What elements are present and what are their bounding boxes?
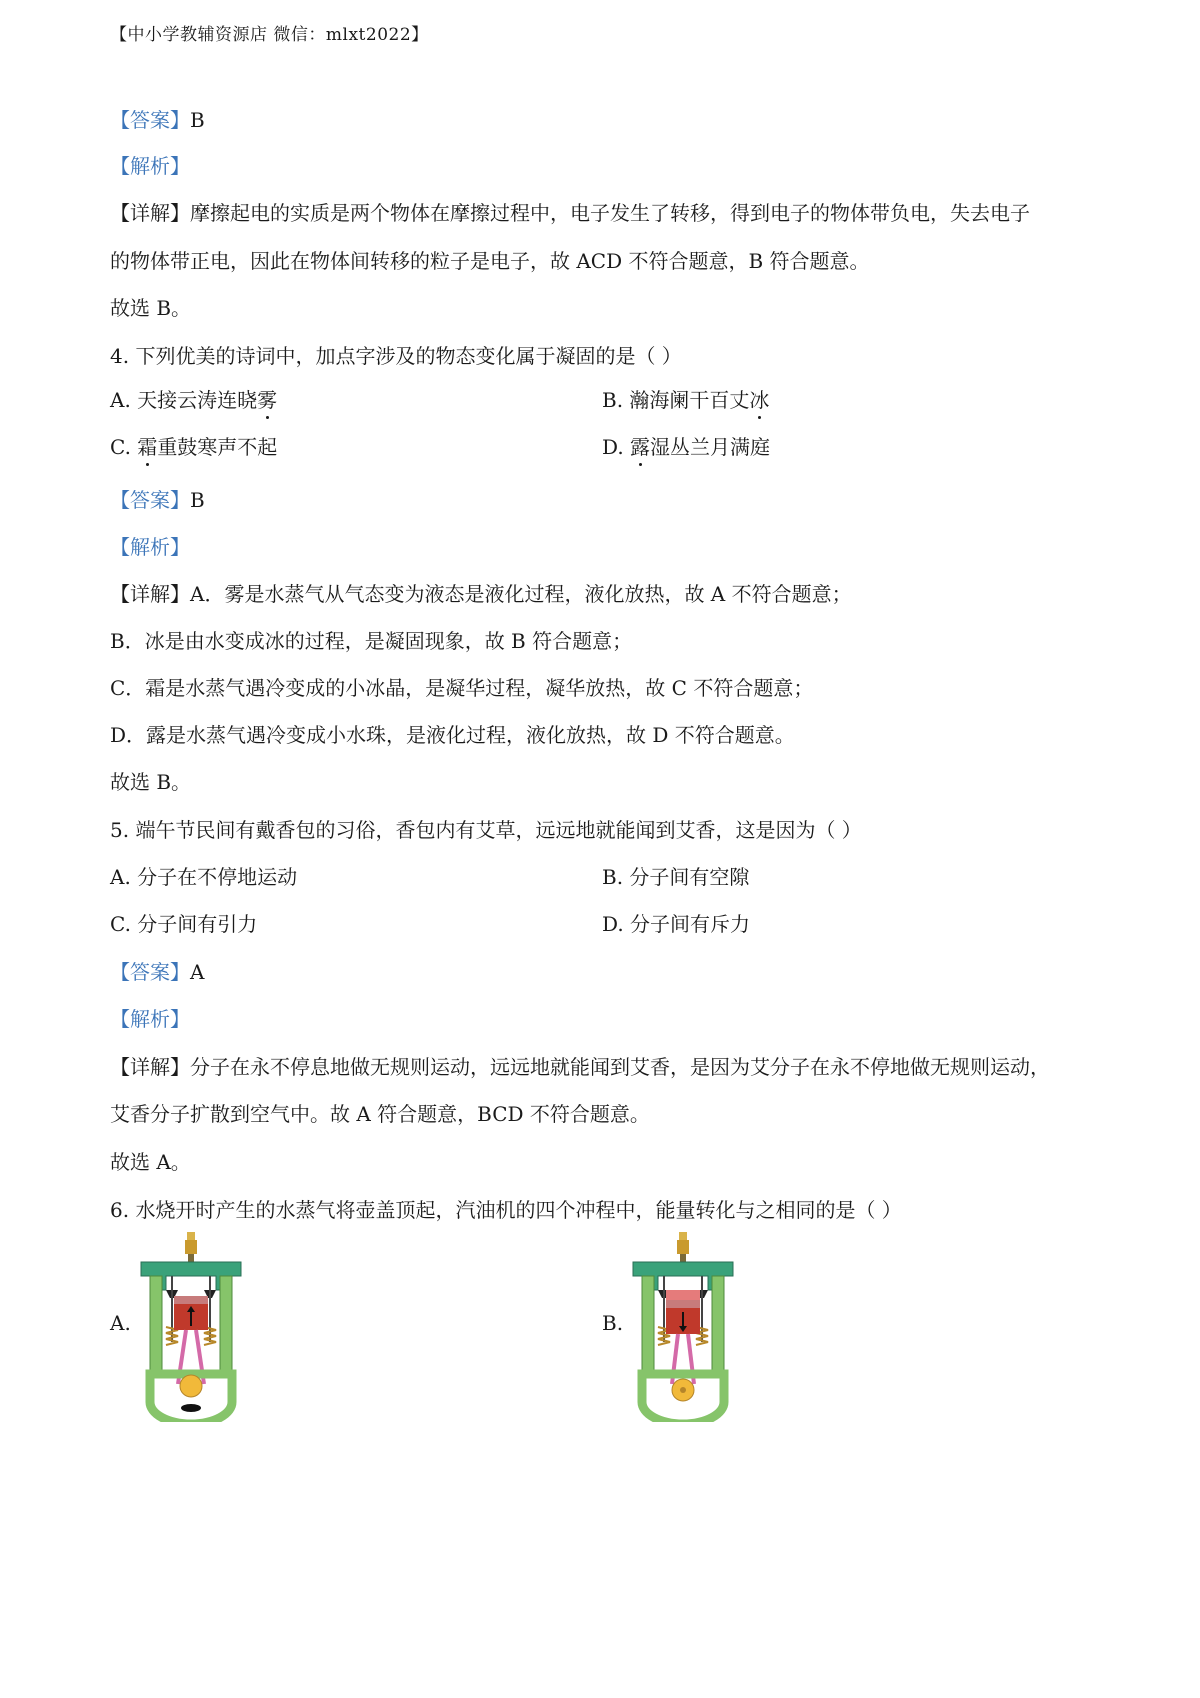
q4-option-b (602, 384, 769, 413)
answer-tag: 【答案】 (110, 108, 190, 132)
detail-tag: 【详解】 (110, 1055, 190, 1079)
q5-option-b: B. 分子间有空隙 (602, 865, 750, 889)
answer-tag: 【答案】 (110, 488, 190, 512)
q3-detail-line2: 的物体带正电，因此在物体间转移的粒子是电子，故 ACD 不符合题意，B 符合题意。 (110, 249, 870, 273)
q6-option-a-label: A. (110, 1311, 131, 1335)
option-text: D. (602, 435, 631, 459)
q5-analysis-tag: 【解析】 (110, 1007, 190, 1031)
q4-stem: 4. 下列优美的诗词中，加点字涉及的物态变化属于凝固的是（ ） (110, 344, 682, 368)
option-text: B. 瀚海阑干百丈 (602, 388, 750, 412)
detail-text: 摩擦起电的实质是两个物体在摩擦过程中，电子发生了转移，得到电子的物体带负电，失去电子 (190, 201, 1030, 225)
detail-tag: 【详解】 (110, 201, 190, 225)
q4-option-d (602, 431, 770, 460)
answer-tag: 【答案】 (110, 960, 190, 984)
engine-diagram-a (136, 1232, 246, 1422)
q4-analysis-tag: 【解析】 (110, 535, 190, 559)
q4-option-a (110, 384, 277, 413)
q5-option-a: A. 分子在不停地运动 (110, 865, 298, 889)
q3-analysis-tag: 【解析】 (110, 154, 190, 178)
detail-tag: 【详解】 (110, 582, 190, 606)
option-text: A. 天接云涛连晓 (110, 388, 258, 412)
q3-conclusion: 故选 B。 (110, 296, 192, 320)
q5-answer-line (110, 956, 204, 985)
dotted-char: 雾 (257, 384, 277, 413)
answer-value: B (190, 108, 205, 132)
detail-text: 分子在永不停息地做无规则运动，远远地就能闻到艾香，是因为艾分子在永不停地做无规则运动， (190, 1055, 1050, 1079)
q3-answer-line (110, 104, 205, 133)
dotted-char: 冰 (749, 384, 769, 413)
q5-option-c: C. 分子间有引力 (110, 912, 258, 936)
q6-option-b-label: B. (602, 1311, 624, 1335)
engine-diagram-b (628, 1232, 738, 1422)
q5-detail-line2: 艾香分子扩散到空气中。故 A 符合题意，BCD 不符合题意。 (110, 1102, 650, 1126)
q3-detail-line1 (110, 197, 1030, 226)
option-text: C. (110, 435, 138, 459)
option-text: 湿丛兰月满庭 (650, 435, 771, 459)
q4-detail-d: D．露是水蒸气遇冷变成小水珠，是液化过程，液化放热，故 D 不符合题意。 (110, 723, 795, 747)
q4-option-c (110, 431, 277, 460)
answer-value: A (190, 960, 205, 984)
q5-option-d: D. 分子间有斥力 (602, 912, 751, 936)
q4-answer-line (110, 484, 205, 513)
q4-detail-a (110, 578, 852, 607)
q4-detail-b: B．冰是由水变成冰的过程，是凝固现象，故 B 符合题意； (110, 629, 633, 653)
option-text: 重鼓寒声不起 (157, 435, 278, 459)
page-header: 【中小学教辅资源店 微信：mlxt2022】 (110, 25, 429, 45)
dotted-char: 露 (630, 431, 650, 460)
q4-detail-c: C．霜是水蒸气遇冷变成的小冰晶，是凝华过程，凝华放热，故 C 不符合题意； (110, 676, 814, 700)
q5-detail-line1 (110, 1051, 1050, 1080)
answer-value: B (190, 488, 205, 512)
q5-conclusion: 故选 A。 (110, 1150, 191, 1174)
q4-conclusion: 故选 B。 (110, 770, 192, 794)
q5-stem: 5. 端午节民间有戴香包的习俗，香包内有艾草，远远地就能闻到艾香，这是因为（ ） (110, 818, 862, 842)
dotted-char: 霜 (137, 431, 157, 460)
detail-text: A．雾是水蒸气从气态变为液态是液化过程，液化放热，故 A 不符合题意； (190, 582, 852, 606)
q6-stem: 6. 水烧开时产生的水蒸气将壶盖顶起，汽油机的四个冲程中，能量转化与之相同的是（ ） (110, 1198, 902, 1222)
